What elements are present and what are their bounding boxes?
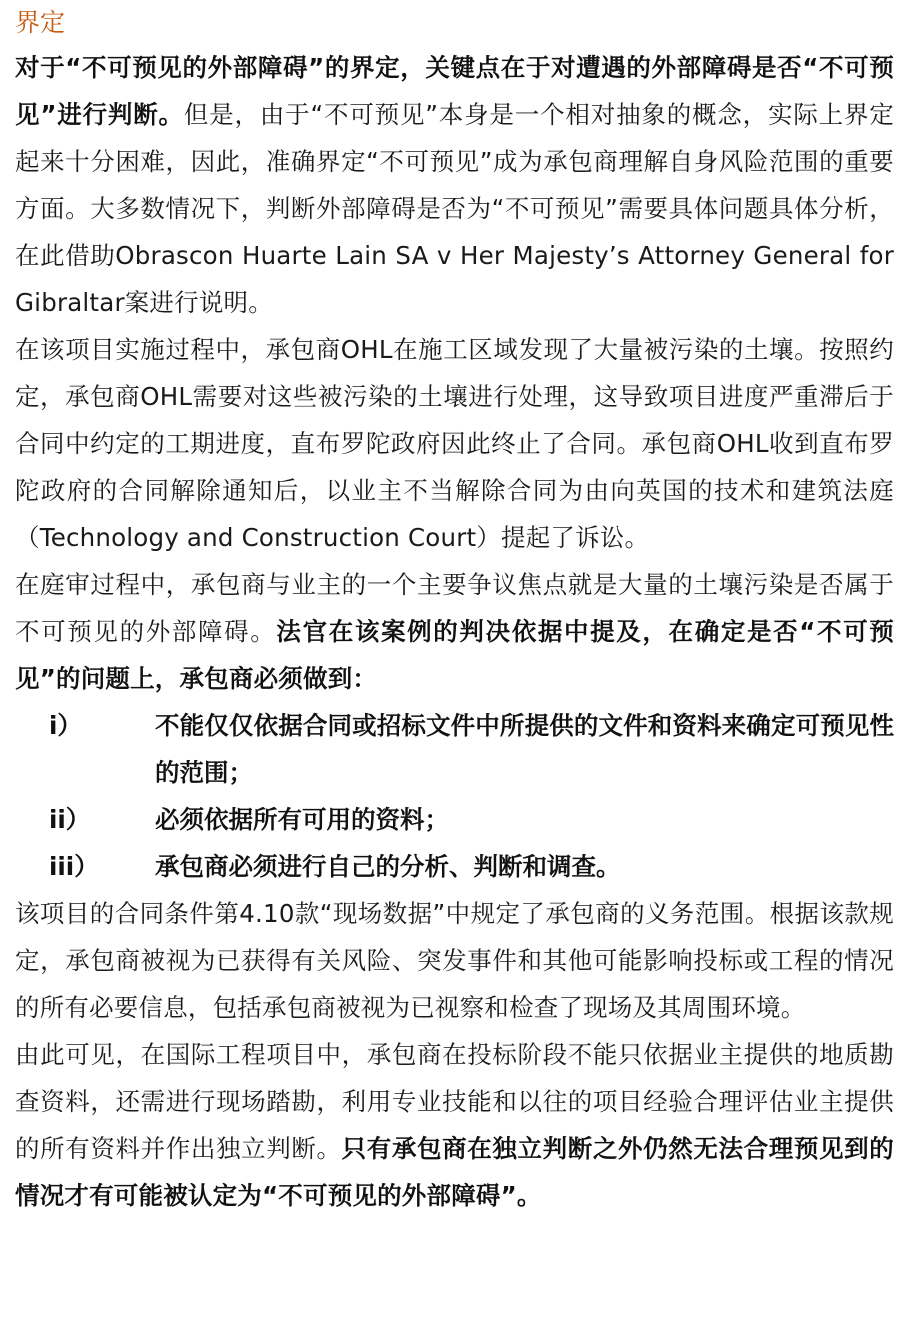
paragraph-definition-text: 但是，由于“不可预见”本身是一个相对抽象的概念，实际上界定起来十分困难，因此，准确界定“不可预见”成为承包商理解自身风险范围的重要方面。大多数情况下，判断外部障碍是否为“不可预见”需要具体问题具体分析，在此借助Obrascon Huarte Lain SA v Her Majesty’s Attorney General for Gibraltar案进行说明。: [15, 100, 894, 317]
list-item: [15, 702, 894, 796]
paragraph-case-background-text: 在该项目实施过程中，承包商OHL在施工区域发现了大量被污染的土壤。按照约定，承包商OHL需要对这些被污染的土壤进行处理，这导致项目进度严重滞后于合同中约定的工期进度，直布罗陀政府因此终止了合同。承包商OHL收到直布罗陀政府的合同解除通知后，以业主不当解除合同为由向英国的技术和建筑法庭（Technology and Construction Court）提起了诉讼。: [15, 335, 894, 552]
list-item: [15, 796, 894, 843]
list-item-text: 必须依据所有可用的资料；: [155, 805, 449, 834]
paragraph-conclusion: [15, 1031, 894, 1219]
section-heading: 界定: [15, 8, 66, 37]
paragraph-contract-clause-text: 该项目的合同条件第4.10款“现场数据”中规定了承包商的义务范围。根据该款规定，承包商被视为已获得有关风险、突发事件和其他可能影响投标或工程的情况的所有必要信息，包括承包商被视为已视察和检查了现场及其周围环境。: [15, 899, 894, 1022]
list-item-text: 承包商必须进行自己的分析、判断和调查。: [155, 852, 621, 881]
paragraph-trial-text: 在庭审过程中，承包商与业主的一个主要争议焦点就是大量的土壤污染是否属于不可预见的外部障碍。: [15, 570, 894, 646]
paragraph-trial-bold: 法官在该案例的判决依据中提及，在确定是否“不可预见”的问题上，承包商必须做到：: [15, 617, 894, 693]
paragraph-conclusion-bold: 只有承包商在独立判断之外仍然无法合理预见到的情况才有可能被认定为“不可预见的外部障碍”。: [15, 1134, 894, 1210]
paragraph-conclusion-text: 由此可见，在国际工程项目中，承包商在投标阶段不能只依据业主提供的地质勘查资料，还需进行现场踏勘，利用专业技能和以往的项目经验合理评估业主提供的所有资料并作出独立判断。: [15, 1040, 894, 1163]
list-item-number: i）: [49, 711, 82, 740]
paragraph-contract-clause: [15, 890, 894, 1031]
list-item: [15, 843, 894, 890]
requirements-list: [15, 702, 894, 890]
paragraph-case-background: [15, 326, 894, 561]
list-item-number: ii）: [49, 805, 91, 834]
paragraph-definition-bold: 对于“不可预见的外部障碍”的界定，关键点在于对遭遇的外部障碍是否“不可预见”进行判断。: [15, 53, 894, 129]
paragraph-trial: [15, 561, 894, 702]
paragraph-definition: [15, 44, 894, 326]
list-item-text: 不能仅仅依据合同或招标文件中所提供的文件和资料来确定可预见性的范围；: [155, 711, 894, 787]
list-item-number: iii）: [49, 852, 99, 881]
